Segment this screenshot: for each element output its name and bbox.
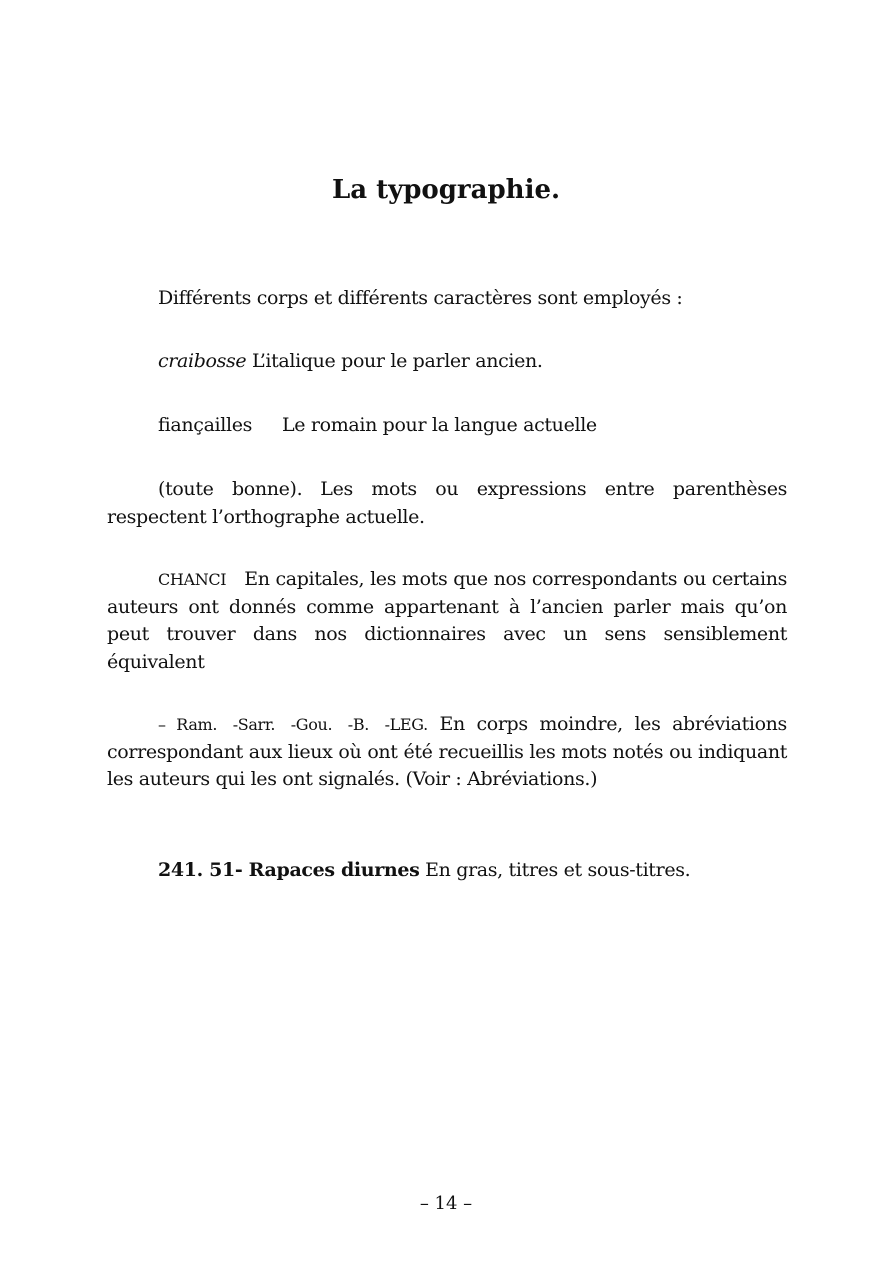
- bold-paragraph: [107, 857, 787, 885]
- italic-description: L’italique pour le parler ancien.: [246, 350, 543, 372]
- abbrev-example-gou: -Gou.: [290, 715, 333, 734]
- roman-example: fiançailles: [158, 414, 253, 436]
- parenthesis-paragraph: [107, 476, 787, 531]
- abbreviations-description: En corps moindre, les abréviations correspondant aux lieux où ont été recueillis les mots notés ou indiquant les auteurs qui les ont signalés. (Voir : Abréviations.): [107, 713, 787, 790]
- parenthesis-example: (toute bonne).: [158, 478, 303, 500]
- bold-description: En gras, titres et sous-titres.: [419, 859, 691, 881]
- page-number: – 14 –: [419, 1193, 473, 1214]
- page-title: La typographie.: [331, 175, 561, 205]
- italic-example: craibosse: [158, 350, 247, 372]
- capitals-description: En capitales, les mots que nos correspondants ou certains auteurs ont donnés comme appartenant à l’ancien parler mais qu’on peut trouver dans nos dictionnaires avec un sens sensiblement équivalent: [107, 568, 787, 673]
- intro-paragraph: [107, 285, 787, 313]
- intro-text: Différents corps et différents caractères sont employés :: [158, 287, 683, 309]
- roman-description: Le romain pour la langue actuelle: [282, 414, 597, 436]
- parenthesis-description: Les mots ou expressions entre parenthèses respectent l’orthographe actuelle.: [107, 478, 787, 528]
- bold-example: 241. 51- Rapaces diurnes: [158, 859, 420, 881]
- abbreviations-paragraph: [107, 711, 787, 794]
- abbrev-example-b: -B.: [347, 715, 369, 734]
- abbrev-example-leg: -LEG.: [384, 715, 428, 734]
- capitals-example: CHANCI: [158, 570, 227, 589]
- abbrev-example-sarr: -Sarr.: [232, 715, 276, 734]
- roman-paragraph: [107, 412, 787, 440]
- italic-paragraph: [107, 348, 787, 376]
- capitals-paragraph: [107, 566, 787, 676]
- abbrev-example-ram: – Ram.: [158, 715, 218, 734]
